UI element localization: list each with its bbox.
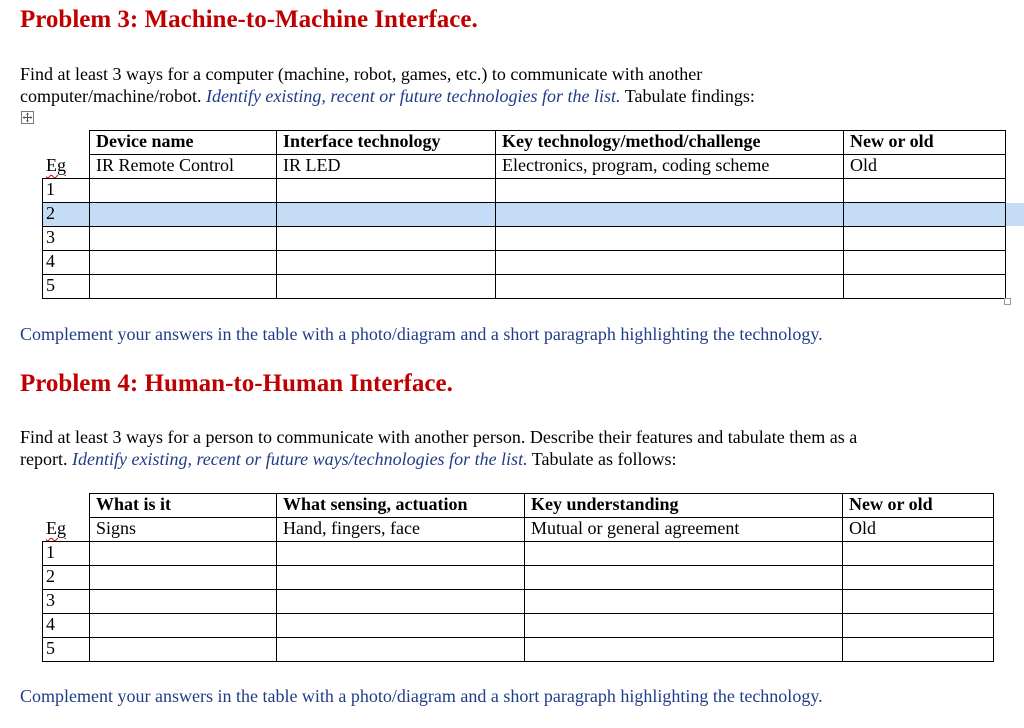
table-cell[interactable]: [843, 542, 994, 566]
row-number[interactable]: 1: [43, 179, 90, 203]
table-cell[interactable]: [277, 614, 525, 638]
header-cell: What sensing, actuation: [277, 494, 525, 518]
problem3-intro-line1: Find at least 3 ways for a computer (machine, robot, games, etc.) to communicate with another: [20, 64, 703, 84]
row-number[interactable]: 4: [43, 614, 90, 638]
problem4-intro-tail: Tabulate as follows:: [527, 449, 677, 469]
problem4-table: [42, 493, 994, 662]
row-number[interactable]: 5: [43, 638, 90, 662]
table-cell[interactable]: [496, 203, 844, 227]
table-cell[interactable]: [277, 566, 525, 590]
table-cell[interactable]: [844, 179, 1006, 203]
table-cell[interactable]: [90, 590, 277, 614]
table-cell[interactable]: [844, 275, 1006, 299]
table-cell[interactable]: [525, 566, 843, 590]
problem4-complement: Complement your answers in the table with a photo/diagram and a short paragraph highlighting the technology.: [20, 686, 823, 706]
table-cell[interactable]: [277, 638, 525, 662]
row-number[interactable]: 1: [43, 542, 90, 566]
table-cell[interactable]: Old: [843, 518, 994, 542]
header-cell: Interface technology: [277, 131, 496, 155]
resize-handle-icon[interactable]: [1004, 298, 1011, 305]
table-cell[interactable]: [277, 542, 525, 566]
header-cell: New or old: [844, 131, 1006, 155]
table-row: [43, 179, 1006, 203]
table-cell[interactable]: [843, 566, 994, 590]
table-cell[interactable]: [496, 179, 844, 203]
row-number[interactable]: 3: [43, 590, 90, 614]
table-cell[interactable]: Hand, fingers, face: [277, 518, 525, 542]
table-cell[interactable]: [496, 251, 844, 275]
table-cell[interactable]: [90, 275, 277, 299]
table-cell[interactable]: IR Remote Control: [90, 155, 277, 179]
problem3-intro: [20, 63, 755, 107]
table-cell[interactable]: [277, 275, 496, 299]
header-cell: Key technology/method/challenge: [496, 131, 844, 155]
table-cell[interactable]: [843, 638, 994, 662]
table-row: [43, 542, 994, 566]
table-cell[interactable]: [496, 275, 844, 299]
table-cell[interactable]: [843, 614, 994, 638]
table-cell[interactable]: [90, 179, 277, 203]
table-row: [43, 227, 1006, 251]
table-cell[interactable]: [844, 203, 1006, 227]
table-cell[interactable]: Electronics, program, coding scheme: [496, 155, 844, 179]
table-cell[interactable]: [525, 590, 843, 614]
table-cell[interactable]: Old: [844, 155, 1006, 179]
table-cell[interactable]: [277, 179, 496, 203]
row-number[interactable]: 2: [43, 203, 90, 227]
table-row: [43, 251, 1006, 275]
problem3-intro-italic: Identify existing, recent or future technologies for the list.: [205, 86, 621, 106]
table-cell[interactable]: [90, 251, 277, 275]
table-cell[interactable]: [90, 203, 277, 227]
problem3-intro-tail: Tabulate findings:: [620, 86, 755, 106]
table-cell[interactable]: [90, 638, 277, 662]
table-header-row: [43, 131, 1006, 155]
table-cell[interactable]: [843, 590, 994, 614]
table-row-example: [43, 518, 994, 542]
header-cell: [43, 494, 90, 518]
header-cell: New or old: [843, 494, 994, 518]
header-cell: Device name: [90, 131, 277, 155]
problem4-intro-plain: report.: [20, 449, 72, 469]
table-row: [43, 614, 994, 638]
table-cell[interactable]: [496, 227, 844, 251]
table-cell[interactable]: [525, 614, 843, 638]
problem4-heading: Problem 4: Human-to-Human Interface.: [20, 370, 453, 397]
table-cell[interactable]: [277, 590, 525, 614]
selection-overflow: [1004, 203, 1024, 226]
table-cell[interactable]: [277, 203, 496, 227]
eg-label: Eg: [46, 155, 66, 175]
table-row-example: [43, 155, 1006, 179]
table-cell[interactable]: [525, 638, 843, 662]
table-cell[interactable]: [90, 227, 277, 251]
table-row: [43, 275, 1006, 299]
table-cell[interactable]: [90, 566, 277, 590]
table-cell[interactable]: [90, 614, 277, 638]
table-header-row: [43, 494, 994, 518]
problem4-intro-italic: Identify existing, recent or future ways/technologies for the list.: [71, 449, 528, 469]
table-row: [43, 590, 994, 614]
table-cell[interactable]: [277, 251, 496, 275]
problem3-intro-plain: computer/machine/robot.: [20, 86, 206, 106]
header-cell: [43, 131, 90, 155]
row-number[interactable]: 5: [43, 275, 90, 299]
header-cell: Key understanding: [525, 494, 843, 518]
problem3-heading: Problem 3: Machine-to-Machine Interface.: [20, 6, 478, 33]
problem4-intro-line2: [20, 448, 857, 470]
table-cell[interactable]: [844, 251, 1006, 275]
row-number[interactable]: 4: [43, 251, 90, 275]
problem3-complement: Complement your answers in the table with a photo/diagram and a short paragraph highlighting the technology.: [20, 324, 823, 344]
problem3-intro-line2: [20, 85, 755, 107]
table-cell[interactable]: [90, 542, 277, 566]
problem4-intro: [20, 426, 857, 470]
table-cell[interactable]: [277, 227, 496, 251]
table-cell[interactable]: Mutual or general agreement: [525, 518, 843, 542]
row-label[interactable]: [43, 518, 90, 542]
table-row: [43, 566, 994, 590]
table-cell[interactable]: IR LED: [277, 155, 496, 179]
row-number[interactable]: 3: [43, 227, 90, 251]
table-cell[interactable]: Signs: [90, 518, 277, 542]
problem3-table: [42, 130, 1006, 299]
eg-label: Eg: [46, 518, 66, 538]
table-cell[interactable]: [525, 542, 843, 566]
move-handle-icon[interactable]: [21, 111, 34, 124]
row-number[interactable]: 2: [43, 566, 90, 590]
table-cell[interactable]: [844, 227, 1006, 251]
row-label[interactable]: [43, 155, 90, 179]
problem4-intro-line1: Find at least 3 ways for a person to communicate with another person. Describe their features and tabulate them as a: [20, 427, 858, 447]
table-row-selected: [43, 203, 1006, 227]
table-row: [43, 638, 994, 662]
header-cell: What is it: [90, 494, 277, 518]
